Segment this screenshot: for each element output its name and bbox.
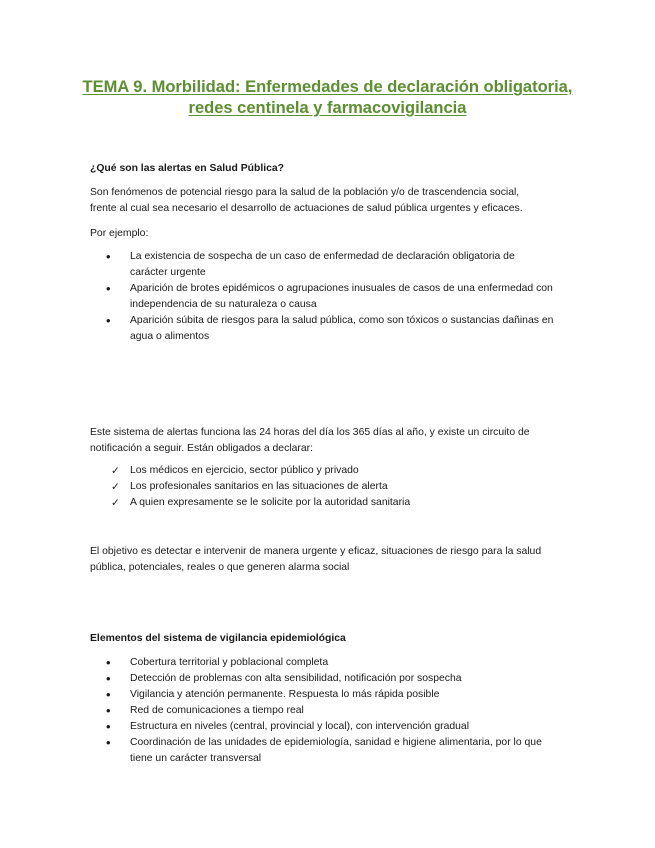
sistema-line-1: Este sistema de alertas funciona las 24 horas del día los 365 días al año, y existe un circuito de [90, 427, 530, 438]
objetivo-line-2: pública, potenciales, reales o que generen alarma social [90, 562, 350, 573]
list-item: • Red de comunicaciones a tiempo real [90, 703, 580, 719]
alertas-definition [90, 185, 580, 217]
alertas-definition-line-2: frente al cual sea necesario el desarrollo de actuaciones de salud pública urgentes y eficaces. [90, 203, 523, 214]
check-icon: ✓ [111, 481, 120, 493]
sistema-line-2: notificación a seguir. Están obligados a declarar: [90, 443, 313, 454]
list-item: • Detección de problemas con alta sensibilidad, notificación por sospecha [90, 671, 580, 687]
list-item: ✓ Los profesionales sanitarios en las situaciones de alerta [111, 481, 388, 493]
list-item: • Aparición de brotes epidémicos o agrupaciones inusuales de casos de una enfermedad con independencia de su naturaleza o causa [90, 281, 580, 313]
elementos-heading: Elementos del sistema de vigilancia epidemiológica [90, 633, 346, 644]
alertas-heading: ¿Qué son las alertas en Salud Pública? [90, 163, 285, 174]
examples-list [90, 249, 580, 345]
page-title [60, 77, 595, 119]
sistema-paragraph [90, 425, 580, 457]
list-item: • Estructura en niveles (central, provincial y local), con intervención gradual [90, 719, 580, 735]
obligados-list [90, 463, 580, 511]
list-item: • Coordinación de las unidades de epidemiología, sanidad e higiene alimentaria, por lo que tiene un carácter transversal [90, 735, 580, 767]
objetivo-line-1: El objetivo es detectar e intervenir de manera urgente y eficaz, situaciones de riesgo para la salud [90, 546, 542, 557]
list-item: • Vigilancia y atención permanente. Respuesta lo más rápida posible [90, 687, 580, 703]
check-icon: ✓ [111, 465, 120, 477]
page-title-line-1: TEMA 9. Morbilidad: Enfermedades de declaración obligatoria, [82, 78, 573, 96]
objetivo-paragraph [90, 544, 580, 576]
example-intro: Por ejemplo: [90, 228, 149, 239]
list-item: ✓ Los médicos en ejercicio, sector público y privado [111, 465, 359, 477]
page-title-line-2: redes centinela y farmacovigilancia [188, 99, 467, 117]
check-icon: ✓ [111, 497, 120, 509]
list-item: ✓ A quien expresamente se le solicite por la autoridad sanitaria [111, 497, 411, 509]
elementos-list [90, 655, 580, 767]
list-item: • La existencia de sospecha de un caso de enfermedad de declaración obligatoria de carácter urgente [90, 249, 580, 281]
list-item: • Aparición súbita de riesgos para la salud pública, como son tóxicos o sustancias dañinas en agua o alimentos [90, 313, 580, 345]
list-item: • Cobertura territorial y poblacional completa [90, 655, 580, 671]
alertas-definition-line-1: Son fenómenos de potencial riesgo para la salud de la población y/o de trascendencia social, [90, 187, 520, 198]
